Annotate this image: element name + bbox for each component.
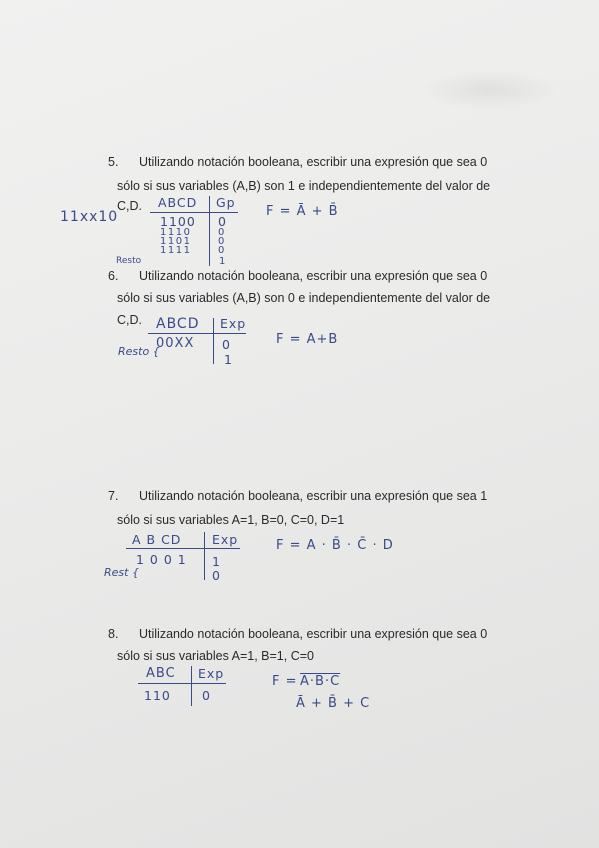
- hw-table-vline: [209, 196, 210, 266]
- question-number: 7.: [108, 489, 119, 503]
- question-line: Utilizando notación booleana, escribir una expresión que sea 0: [139, 627, 488, 641]
- hw-row: 1100: [160, 214, 196, 229]
- hw-output: 0: [222, 337, 231, 352]
- question-7: [108, 486, 487, 530]
- hw-row: 1101: [160, 236, 192, 247]
- hw-table-hline: [126, 548, 240, 549]
- hw-header-exp: Exp: [198, 666, 225, 681]
- hw-header-vars: ABCD: [156, 316, 200, 332]
- hw-formula-expanded: Ā + B̄ + C: [296, 696, 371, 711]
- hw-output: 0: [218, 236, 226, 247]
- hw-header-vars: A B CD: [132, 532, 182, 547]
- hw-table-hline: [148, 333, 246, 334]
- question-line: Utilizando notación booleana, escribir una expresión que sea 0: [139, 269, 488, 283]
- hw-table-vline: [204, 532, 205, 580]
- hw-formula: F = Ā + B̄: [266, 204, 339, 219]
- hw-output: 1: [212, 554, 221, 569]
- hw-formula: F = A+B: [276, 332, 339, 347]
- question-line: Utilizando notación booleana, escribir una expresión que sea 1: [139, 489, 488, 503]
- hw-table-vline: [191, 666, 192, 706]
- hw-header-exp: Gp: [216, 195, 236, 210]
- hw-rest-label: Resto: [116, 256, 142, 266]
- hw-row: 110: [144, 688, 171, 703]
- hw-formula-negated: A·B·C: [300, 674, 341, 689]
- hw-formula-label: F =: [272, 674, 298, 689]
- hw-formula: F = A · B̄ · C̄ · D: [276, 538, 394, 553]
- hw-output: 0: [218, 214, 227, 229]
- question-line: C,D.: [117, 199, 142, 213]
- hw-side-note: 11xx10: [60, 209, 119, 225]
- hw-header-vars: ABCD: [158, 195, 198, 210]
- hw-output: 0: [218, 227, 226, 238]
- hw-row: 1 0 0 1: [136, 552, 187, 567]
- hw-table-vline: [213, 318, 214, 364]
- hw-header-exp: Exp: [220, 316, 247, 331]
- hw-rest-label: Rest {: [104, 566, 139, 579]
- hw-rest-label: Resto {: [118, 345, 160, 358]
- page-shadow: [420, 70, 560, 110]
- hw-output: 1: [219, 256, 227, 267]
- hw-formula: [300, 674, 340, 689]
- question-line: sólo si sus variables (A,B) son 1 e independientemente del valor de: [117, 179, 491, 193]
- question-number: 6.: [108, 269, 119, 283]
- question-line: Utilizando notación booleana, escribir una expresión que sea 0: [139, 155, 488, 169]
- hw-row: 00XX: [156, 336, 195, 351]
- hw-output: 0: [218, 245, 226, 256]
- hw-output: 0: [212, 568, 221, 583]
- question-number: 5.: [108, 155, 119, 169]
- question-line: sólo si sus variables A=1, B=0, C=0, D=1: [117, 513, 345, 527]
- hw-output: 0: [202, 688, 211, 703]
- hw-row: 1111: [160, 245, 192, 256]
- question-8: [108, 624, 487, 666]
- question-number: 8.: [108, 627, 119, 641]
- question-line: sólo si sus variables (A,B) son 0 e independientemente del valor de: [117, 291, 491, 305]
- hw-header-exp: Exp: [212, 532, 239, 547]
- question-line: C,D.: [117, 313, 142, 327]
- hw-row: 1110: [160, 227, 192, 238]
- question-line: sólo si sus variables A=1, B=1, C=0: [117, 649, 314, 663]
- hw-output: 1: [224, 352, 233, 367]
- hw-header-vars: ABC: [146, 666, 176, 681]
- hw-table-hline: [138, 683, 226, 684]
